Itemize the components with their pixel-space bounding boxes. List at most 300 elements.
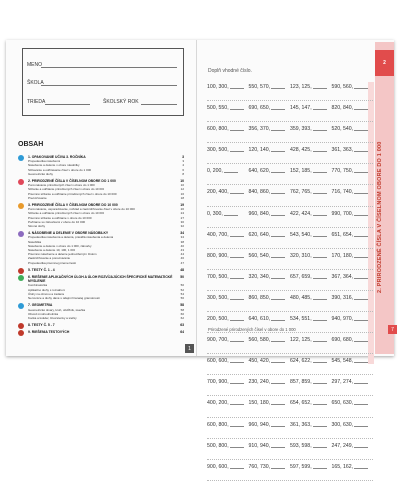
toc-item-title: Násobenie a delenie v obore násobilky [28, 163, 80, 168]
school-label: ŠKOLA [27, 80, 44, 86]
answer-blank[interactable] [313, 215, 327, 216]
toc-item-title: Porovnávanie prirodzených čísel v obore do 1 000 [28, 183, 95, 188]
sequence-given-numbers: 590, 560, [331, 84, 354, 90]
sequence-cell [207, 185, 249, 195]
answer-blank[interactable] [313, 404, 327, 405]
answer-blank[interactable] [313, 468, 327, 469]
answer-blank[interactable] [271, 404, 285, 405]
toc-section-title: 9. RIEŠENIA TESTOVÝCH [28, 330, 70, 335]
sequence-cell [249, 164, 291, 174]
toc-item-page: 20 [180, 207, 184, 212]
sequence-given-numbers: 700, 500, [207, 273, 229, 280]
exercise-row [207, 80, 373, 101]
sequence-given-numbers: 840, 860, [248, 189, 271, 196]
toc-section-title: 8. TESTY Č. 5 - 7 [28, 323, 55, 328]
answer-blank[interactable] [271, 109, 285, 110]
sequence-given-numbers: 760, 730, [248, 463, 271, 470]
toc-section-heading [28, 275, 184, 283]
toc-section [18, 203, 184, 228]
toc-item [28, 172, 184, 176]
answer-blank[interactable] [354, 341, 368, 342]
sequence-given-numbers: 600, 600, [207, 358, 229, 365]
answer-blank[interactable] [230, 341, 244, 342]
answer-blank[interactable] [354, 404, 368, 405]
toc-item-title: Obvod mnohouholníka [28, 311, 59, 316]
chapter-tab: 2 [375, 50, 394, 76]
sequence-cell [249, 439, 291, 449]
answer-blank[interactable] [354, 193, 368, 194]
answer-blank[interactable] [271, 468, 285, 469]
answer-blank[interactable] [354, 236, 368, 237]
toc-item-page: 54 [180, 291, 184, 296]
toc-item-page: 40 [180, 243, 184, 248]
toc-item-page: 56 [180, 296, 184, 301]
answer-blank[interactable] [271, 341, 285, 342]
sequence-cell [290, 164, 332, 174]
sequence-given-numbers: 320, 310, [290, 252, 312, 259]
answer-blank[interactable] [354, 468, 368, 469]
answer-blank[interactable] [354, 320, 368, 321]
sequence-cell [207, 164, 249, 174]
answer-blank[interactable] [271, 299, 285, 300]
answer-blank[interactable] [271, 278, 285, 279]
exercise-row [207, 101, 373, 122]
sequence-cell [332, 164, 374, 174]
answer-blank[interactable] [354, 383, 368, 384]
sequence-given-numbers: 0, 300, [207, 210, 223, 217]
answer-blank[interactable] [313, 193, 327, 194]
school-line[interactable] [41, 85, 177, 86]
answer-blank[interactable] [313, 236, 327, 237]
sequence-given-numbers: 651, 654, [331, 231, 354, 238]
exercise-row [207, 249, 373, 270]
sequence-given-numbers: 800, 900, [207, 252, 229, 259]
answer-blank[interactable] [230, 130, 244, 131]
sequence-given-numbers: 960, 840, [248, 210, 271, 217]
answer-blank[interactable] [354, 299, 368, 300]
sequence-given-numbers: 320, 340, [248, 273, 271, 280]
answer-blank[interactable] [230, 88, 244, 89]
answer-blank[interactable] [271, 88, 285, 89]
sequence-given-numbers: 940, 970, [331, 316, 354, 323]
sequence-cell [332, 460, 374, 470]
exercise-row [207, 418, 373, 439]
toc-item-page: 4 [182, 163, 184, 168]
answer-blank[interactable] [313, 447, 327, 448]
sequence-given-numbers: 597, 599, [290, 463, 312, 470]
sequence-given-numbers: 400, 700, [207, 231, 229, 238]
exercise-row [207, 460, 373, 481]
answer-blank[interactable] [313, 426, 327, 427]
answer-blank[interactable] [271, 447, 285, 448]
sequence-cell [207, 375, 249, 385]
answer-blank[interactable] [230, 299, 244, 300]
answer-blank[interactable] [271, 172, 285, 173]
answer-blank[interactable] [271, 362, 285, 363]
sequence-given-numbers: 428, 425, [290, 147, 312, 154]
toc-section-page: 48 [180, 267, 184, 272]
toc-section [18, 303, 184, 320]
toc-section-page: 19 [180, 203, 184, 208]
answer-blank[interactable] [354, 257, 368, 258]
toc-item-title: Slovné úlohy [28, 224, 46, 229]
sequence-cell [249, 291, 291, 301]
sequence-given-numbers: 690, 680, [331, 337, 354, 344]
sequence-given-numbers: 600, 800, [207, 421, 229, 428]
page-footer-text: Prirodzené prirodzených čísel v obore do 1 000 [208, 327, 296, 332]
answer-blank[interactable] [224, 172, 238, 173]
toc-section-page: 58 [180, 303, 184, 308]
answer-blank[interactable] [354, 88, 368, 89]
sequence-cell [332, 354, 374, 364]
answer-blank[interactable] [271, 236, 285, 237]
answer-blank[interactable] [230, 193, 244, 194]
sequence-given-numbers: 500, 550, [207, 105, 229, 112]
answer-blank[interactable] [313, 299, 327, 300]
sequence-given-numbers: 300, 500, [207, 294, 229, 301]
toc-item-title: Násobilka [28, 239, 42, 244]
toc-item [28, 261, 184, 265]
toc-item [28, 316, 184, 320]
sequence-given-numbers: 120, 140, [248, 147, 271, 154]
sequence-given-numbers: 657, 659, [290, 273, 312, 280]
answer-blank[interactable] [271, 151, 285, 152]
sequence-cell [249, 354, 291, 364]
sequence-given-numbers: 480, 485, [290, 294, 312, 301]
sequence-cell [332, 249, 374, 259]
toc-item-title: Násobenie a delenie v obore do 1 000, zátvorky [28, 243, 92, 248]
toc-section-title: 5. TESTY Č. 1 - 4 [28, 267, 55, 272]
answer-blank[interactable] [313, 109, 327, 110]
toc-section-page: 10 [180, 179, 184, 184]
toc-item-page: 10 [180, 183, 184, 188]
sequence-cell [290, 185, 332, 195]
sequence-cell [207, 460, 249, 470]
toc-section [18, 231, 184, 265]
name-line[interactable] [41, 67, 177, 68]
answer-blank[interactable] [313, 257, 327, 258]
exercise-instruction: Doplň vhodné číslo. [208, 68, 252, 74]
answer-blank[interactable] [230, 383, 244, 384]
toc-title: OBSAH [18, 141, 44, 148]
sequence-given-numbers: 910, 940, [248, 442, 271, 449]
section-color-dot [18, 179, 24, 185]
toc-section-heading [28, 323, 184, 327]
school-year-label: ŠKOLSKÝ ROK [103, 99, 139, 105]
toc-item-page: 27 [180, 215, 184, 220]
sequence-given-numbers: 545, 548, [331, 358, 354, 365]
toc-section-heading [28, 268, 184, 272]
sequence-given-numbers: 900, 600, [207, 463, 229, 470]
sequence-given-numbers: 165, 162, [331, 463, 354, 470]
sequence-given-numbers: 123, 125, [290, 84, 312, 90]
answer-blank[interactable] [224, 215, 238, 216]
sequence-cell [290, 354, 332, 364]
toc-item-title: Sčítanie a odčítanie prirodzených čísel v obore do 10 000 [28, 187, 105, 192]
sequence-cell [249, 333, 291, 343]
toc-item-page: 12 [180, 187, 184, 192]
sequence-given-numbers: 650, 630, [331, 400, 354, 407]
toc-item-page: 32 [180, 224, 184, 229]
answer-blank[interactable] [271, 426, 285, 427]
toc-item-page: 44 [180, 252, 184, 257]
toc-item-title: Sčítanie a odčítanie prirodzených čísel v obore do 10 000 [28, 211, 105, 216]
answer-blank[interactable] [230, 468, 244, 469]
answer-blank[interactable] [230, 320, 244, 321]
toc-item-title: Násobenie a delenie 10, 100, 1 000 [28, 248, 76, 253]
toc-item-title: Písomné sčítanie a odčítanie prirodzených čísel v obore do 10 000 [28, 191, 117, 196]
answer-blank[interactable] [313, 320, 327, 321]
sequence-cell [207, 270, 249, 280]
sequence-given-numbers: 361, 363, [290, 421, 312, 428]
sequence-given-numbers: 624, 622, [290, 358, 312, 365]
toc-item-title: Sčítavanie a odčítavanie čísel v obore do 1 000 [28, 167, 92, 172]
sequence-given-numbers: 390, 316, [331, 294, 354, 301]
sequence-cell [207, 80, 249, 90]
sequence-given-numbers: 762, 765, [290, 189, 312, 196]
sequence-cell [332, 270, 374, 280]
toc-item-title: Zaokrúhľovanie a porovnávanie [28, 256, 71, 261]
toc-item-page: 3 [182, 159, 184, 164]
toc-item [28, 196, 184, 200]
sequence-cell [249, 460, 291, 470]
answer-blank[interactable] [230, 404, 244, 405]
toc-section-title: 6. RIEŠENIE APLIKAČNÝCH ÚLOH A ÚLOH ROZVÍJAJÚCICH ŠPECIFICKÉ MATEMATICKÉ MYSLENIE [28, 275, 173, 284]
sequence-given-numbers: 170, 180, [331, 252, 354, 259]
sequence-given-numbers: 500, 800, [207, 442, 229, 449]
answer-blank[interactable] [230, 151, 244, 152]
answer-blank[interactable] [354, 447, 368, 448]
answer-blank[interactable] [313, 151, 327, 152]
chapter-side-band [375, 42, 394, 354]
toc-item-page: 30 [180, 219, 184, 224]
answer-blank[interactable] [230, 257, 244, 258]
toc-section-title: 2. PRIRODZENÉ ČÍSLA V ČÍSELNOM OBORE DO 1 000 [28, 179, 116, 184]
answer-blank[interactable] [354, 151, 368, 152]
sequence-cell [290, 418, 332, 428]
answer-blank[interactable] [271, 383, 285, 384]
sequence-cell [249, 207, 291, 217]
sequence-given-numbers: 700, 900, [207, 379, 229, 386]
answer-blank[interactable] [313, 341, 327, 342]
name-label: MENO [27, 62, 42, 68]
answer-blank[interactable] [354, 215, 368, 216]
toc-item [28, 296, 184, 300]
sequence-cell [290, 228, 332, 238]
answer-blank[interactable] [354, 362, 368, 363]
sequence-cell [332, 312, 374, 322]
toc-item [28, 224, 184, 228]
sequence-cell [207, 333, 249, 343]
sequence-given-numbers: 534, 551, [290, 316, 312, 323]
sequence-cell [332, 291, 374, 301]
sequence-given-numbers: 520, 540, [331, 126, 354, 133]
sequence-cell [290, 143, 332, 153]
toc-section-page: 50 [180, 275, 184, 280]
sequence-cell [290, 270, 332, 280]
toc-item-title: Nerovnice a úlohy dané s údajmi hranatej gramotnosti [28, 296, 100, 301]
sequence-cell [249, 80, 291, 90]
sequence-given-numbers: 230, 240, [248, 379, 271, 386]
section-color-dot [18, 323, 24, 329]
left-page-number: 1 [185, 344, 194, 353]
sequence-cell [207, 122, 249, 132]
toc-item-page: 47 [180, 260, 184, 265]
answer-blank[interactable] [354, 109, 368, 110]
table-of-contents [18, 152, 184, 335]
answer-blank[interactable] [313, 172, 327, 173]
answer-blank[interactable] [313, 362, 327, 363]
sequence-cell [332, 101, 374, 111]
answer-blank[interactable] [230, 236, 244, 237]
sequence-cell [249, 249, 291, 259]
answer-blank[interactable] [271, 193, 285, 194]
toc-section-title: 3. PRIRODZENÉ ČÍSLA V ČÍSELNOM OBORE DO 10 000 [28, 203, 118, 208]
sequence-cell [290, 80, 332, 90]
toc-section [18, 179, 184, 200]
answer-blank[interactable] [271, 130, 285, 131]
answer-blank[interactable] [313, 383, 327, 384]
sequence-given-numbers: 654, 652, [290, 400, 312, 407]
exercise-row [207, 375, 373, 396]
sequence-cell [249, 270, 291, 280]
toc-section-title: 7. GEOMETRIA [28, 303, 53, 308]
toc-item-title: Precvičovanie [28, 195, 47, 200]
sequence-cell [332, 333, 374, 343]
sequence-given-numbers: 543, 540, [290, 231, 312, 238]
sequence-cell [249, 228, 291, 238]
sequence-given-numbers: 145, 147, [290, 105, 312, 112]
chapter-side-title: 2. PRIRODZENÉ ČÍSLA V ČÍSELNOM OBORE DO 1 000 [377, 141, 383, 293]
exercise-grid [207, 80, 373, 481]
toc-item-page: 50 [180, 283, 184, 288]
sequence-cell [332, 396, 374, 406]
answer-blank[interactable] [354, 426, 368, 427]
exercise-row [207, 164, 373, 185]
sequence-given-numbers: 716, 740, [331, 189, 354, 196]
right-page-number: 7 [388, 325, 397, 334]
sequence-given-numbers: 300, 630, [331, 421, 354, 428]
toc-item-title: Kocka a kváder, štvorstenky a sieťky [28, 315, 77, 320]
toc-item-title: Počítame so zátvorkami v obore do 10 000 [28, 219, 86, 224]
toc-item-page: 18 [180, 195, 184, 200]
toc-item-page: 34 [180, 235, 184, 240]
sequence-cell [290, 333, 332, 343]
sequence-cell [290, 460, 332, 470]
toc-item-page: 38 [180, 239, 184, 244]
toc-item-page: 46 [180, 256, 184, 261]
answer-blank[interactable] [230, 278, 244, 279]
student-info-box [22, 48, 184, 116]
sequence-given-numbers: 960, 940, [248, 421, 271, 428]
toc-section-page: 34 [180, 231, 184, 236]
toc-item-page: 58 [180, 307, 184, 312]
sequence-given-numbers: 100, 300, [207, 84, 229, 90]
sequence-cell [290, 439, 332, 449]
sequence-given-numbers: 900, 700, [207, 337, 229, 344]
toc-item-title: Kombinatorika [28, 283, 48, 288]
sequence-cell [207, 396, 249, 406]
answer-blank[interactable] [230, 109, 244, 110]
answer-blank[interactable] [271, 215, 285, 216]
sequence-cell [207, 249, 249, 259]
sequence-cell [290, 375, 332, 385]
section-color-dot [18, 303, 24, 309]
answer-blank[interactable] [313, 278, 327, 279]
exercise-row [207, 439, 373, 460]
sequence-given-numbers: 359, 393, [290, 126, 312, 133]
toc-item-page: 43 [180, 248, 184, 253]
answer-blank[interactable] [230, 362, 244, 363]
answer-blank[interactable] [354, 278, 368, 279]
sequence-cell [207, 228, 249, 238]
answer-blank[interactable] [313, 88, 327, 89]
sequence-cell [332, 439, 374, 449]
toc-item-page: 52 [180, 287, 184, 292]
section-color-dot [18, 275, 24, 281]
toc-item-page: 62 [180, 315, 184, 320]
class-line[interactable] [45, 104, 90, 105]
sequence-given-numbers: 450, 420, [248, 358, 271, 365]
sequence-given-numbers: 857, 859, [290, 379, 312, 386]
school-year-line[interactable] [141, 104, 177, 105]
sequence-given-numbers: 600, 800, [207, 126, 229, 133]
sequence-cell [332, 228, 374, 238]
toc-item-title: Propedeutika písomnej priemernosti [28, 260, 77, 265]
answer-blank[interactable] [230, 426, 244, 427]
sequence-cell [290, 249, 332, 259]
sequence-cell [332, 122, 374, 132]
sequence-given-numbers: 150, 180, [248, 400, 271, 407]
sequence-cell [290, 122, 332, 132]
toc-item-title: Geometrické útvary, kruh, obdĺžnik, úsečka [28, 307, 86, 312]
sequence-cell [249, 418, 291, 428]
sequence-given-numbers: 356, 370, [248, 126, 271, 133]
sequence-cell [332, 375, 374, 385]
sequence-given-numbers: 247, 249, [331, 442, 354, 449]
sequence-given-numbers: 560, 540, [248, 252, 271, 259]
class-label: TRIEDA [27, 99, 46, 105]
answer-blank[interactable] [271, 320, 285, 321]
sequence-given-numbers: 367, 364, [331, 273, 354, 280]
sequence-cell [332, 80, 374, 90]
exercise-row [207, 122, 373, 143]
sequence-cell [332, 207, 374, 217]
exercise-row [207, 354, 373, 375]
sequence-given-numbers: 593, 598, [290, 442, 312, 449]
toc-section-page: 3 [182, 155, 184, 159]
sequence-cell [332, 418, 374, 428]
answer-blank[interactable] [354, 172, 368, 173]
toc-section-heading [28, 330, 184, 334]
sequence-given-numbers: 860, 850, [248, 294, 271, 301]
exercise-row [207, 270, 373, 291]
answer-blank[interactable] [271, 257, 285, 258]
toc-item-title: Propedeutika násobenia [28, 159, 61, 164]
answer-blank[interactable] [313, 130, 327, 131]
answer-blank[interactable] [354, 130, 368, 131]
toc-item-title: Písomné násobenie a delenie jednociferným číslom [28, 252, 97, 257]
toc-item-title: Písomné sčítanie a odčítanie v obore do 10 000 [28, 215, 92, 220]
sequence-cell [290, 291, 332, 301]
sequence-cell [290, 207, 332, 217]
sequence-cell [207, 439, 249, 449]
toc-item-title: Propedeutika násobenia a delenia, pravidlá násobenia a delenia [28, 235, 114, 240]
answer-blank[interactable] [230, 447, 244, 448]
sequence-cell [249, 101, 291, 111]
exercise-row [207, 228, 373, 249]
sequence-cell [207, 101, 249, 111]
